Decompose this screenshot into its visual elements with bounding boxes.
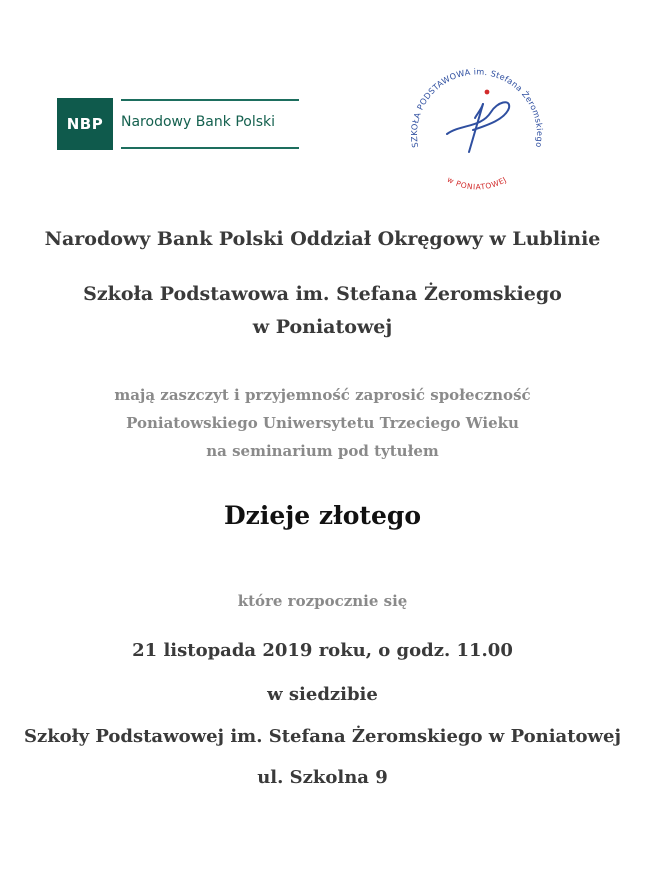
seal-text-bottom: w PONIATOWEJ (445, 174, 509, 192)
nbp-logo-line-bottom (121, 147, 299, 149)
organizer-nbp: Narodowy Bank Polski Oddział Okręgowy w Lublinie (44, 228, 601, 250)
seminar-title: Dzieje złotego (223, 501, 422, 530)
organizer-school: Szkoła Podstawowa im. Stefana Żeromskiego (83, 283, 562, 305)
starts-label: które rozpocznie się (237, 592, 408, 610)
nbp-logo-name: Narodowy Bank Polski (121, 114, 276, 130)
invitation-line-2: Poniatowskiego Uniwersytetu Trzeciego Wieku (126, 414, 519, 432)
seal-text-top: SZKOŁA PODSTAWOWA im. Stefana Żeromskiego (408, 66, 546, 149)
venue-prefix: w siedzibie (267, 684, 378, 705)
seal-quill-emblem (447, 102, 509, 152)
invitation-line-1: mają zaszczyt i przyjemność zaprosić społeczność (114, 386, 531, 404)
organizer-school-location: w Poniatowej (252, 316, 393, 338)
nbp-logo (57, 98, 299, 150)
nbp-logo-line-top (121, 99, 299, 101)
invitation-line-3: na seminarium pod tytułem (206, 442, 439, 460)
event-address: ul. Szkolna 9 (257, 767, 388, 788)
school-seal-logo (399, 46, 555, 194)
seal-red-dot (485, 90, 490, 95)
nbp-logo-box: NBP (57, 98, 113, 150)
event-venue: Szkoły Podstawowej im. Stefana Żeromskiego w Poniatowej (23, 726, 621, 747)
event-date: 21 listopada 2019 roku, o godz. 11.00 (132, 640, 513, 661)
